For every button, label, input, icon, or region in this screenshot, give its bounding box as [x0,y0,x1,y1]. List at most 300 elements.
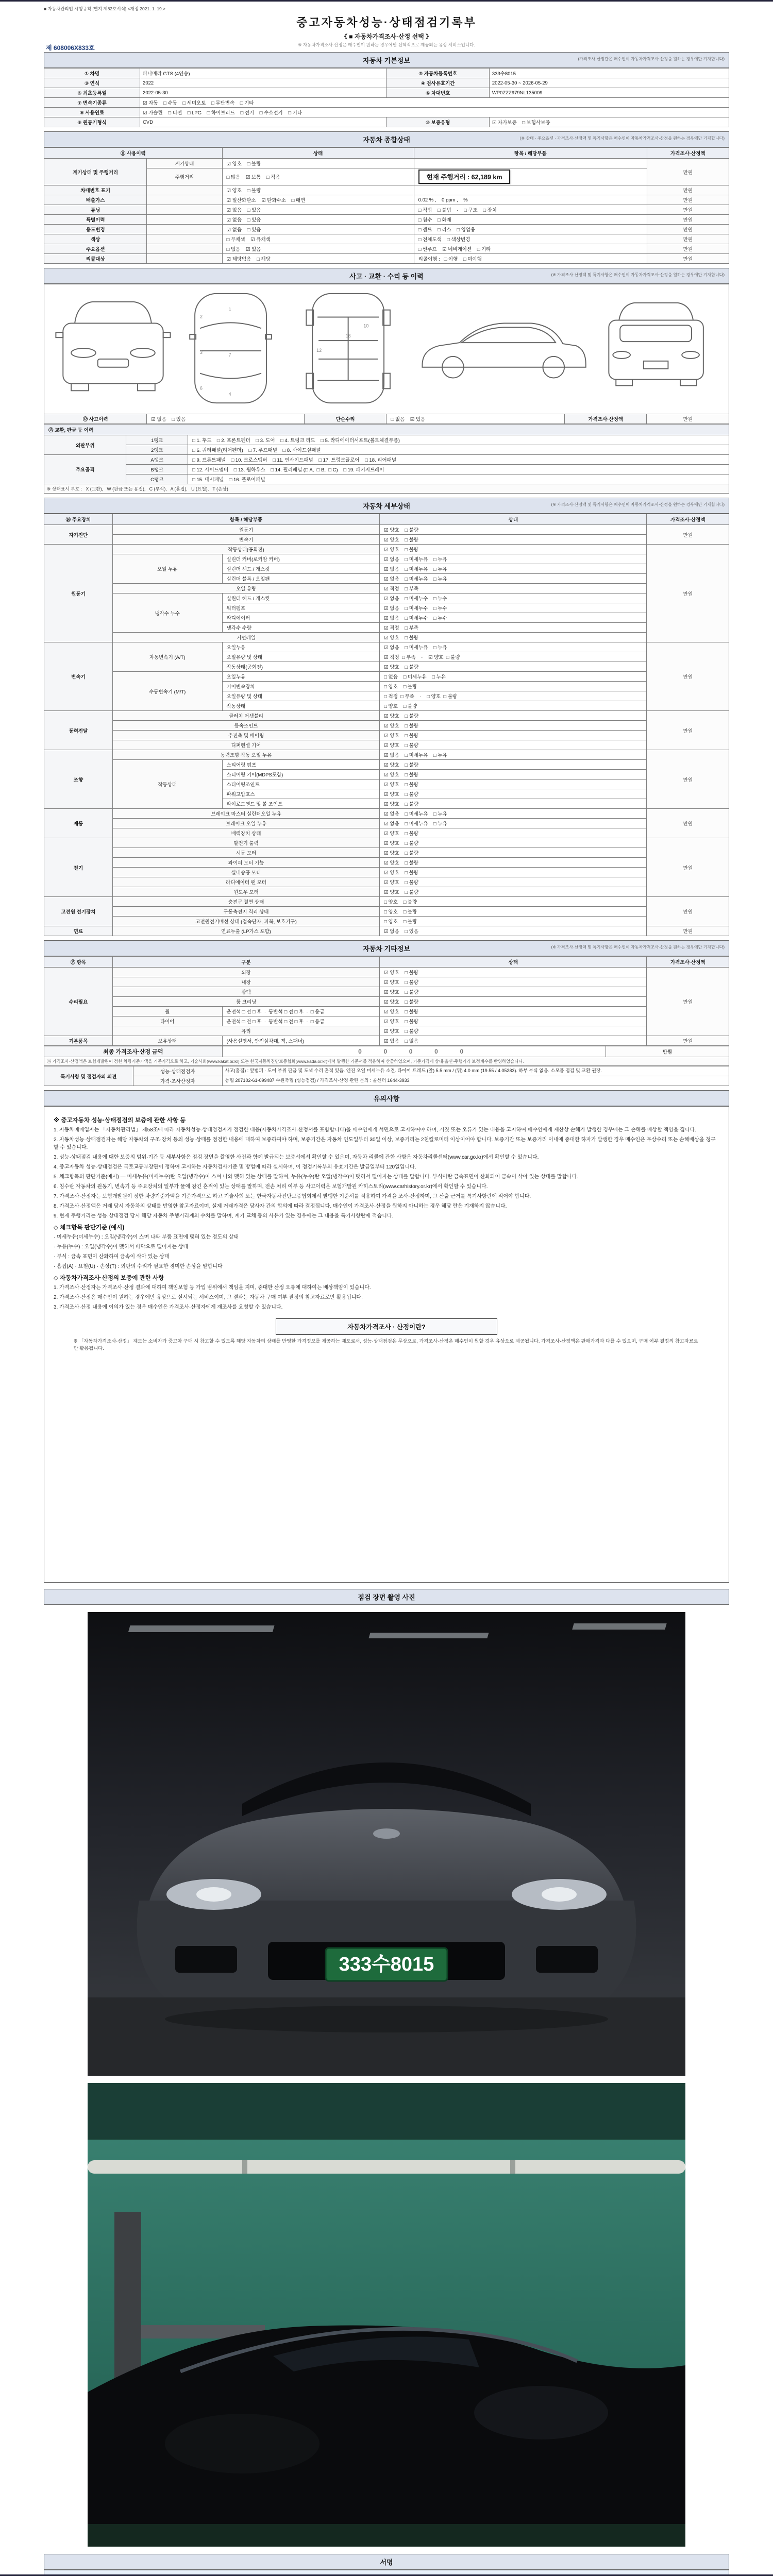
item-label: 배력장치 상태 [112,828,379,838]
engine-type-value: CVD [140,117,386,127]
notice-item: 2. 자동차성능·상태점검자는 해당 자동차의 구조·장치 등의 성능·상태를 점검한 내용에 대하여 보증하여야 하며, 보증기간은 자동차 인도일부터 30일 이상, 보증거리는 2천킬로미터 이상이어야 합니다. 보증기간 또는 보증거리 이내에 중대한 하자가 발생한 경우 매수인은 무상수리 또는 손해배상을 청구할 수 있습니다. [54,1137,716,1150]
item-state-checkboxes: ☑ 양호 □ 불량 [380,721,647,731]
item-label: 실내송풍 모터 [112,868,379,877]
price-appraisal-box-text: ※ 「자동차가격조사·산정」 제도는 소비자가 중고차 구매 시 참고할 수 있도록 해당 자동차의 상태를 반영한 가격정보를 제공하는 제도로서, 성능·상태점검은 무상으로, 가격조사·산정은 매수인이 원할 경우 유상으로 제공됩니다. 가격조사·산정액은 판매가격과 다를 수 있으며, 구매 여부 결정의 참고자료로만 활용됩니다. [73,1338,698,1351]
overall-price-unit: 만원 [647,234,729,244]
item-state-checkboxes: □ 양호 □ 불량 [380,682,647,691]
item-state-checkboxes: ☑ 양호 □ 불량 [380,789,647,799]
group-price-unit: 만원 [647,897,729,926]
overall-sub-label [147,234,222,244]
overall-row [44,234,729,244]
overall-extra: □ 렌트 □ 리스 □ 영업용 [414,225,647,234]
overall-row [44,159,729,168]
item-label: 변속기 [112,535,379,545]
basic-info-title-text: 자동차 기본정보 [363,57,410,64]
warranty-type-value: ☑ 자가보증 □ 보험사보증 [489,117,729,127]
overall-row [44,215,729,225]
overall-extra [414,159,647,168]
device-row [44,838,729,848]
overall-extra: □ 전체도색 □ 색상변경 [414,234,647,244]
overall-state-checkboxes: ☑ 없음 □ 있음 [222,225,414,234]
reg-no-value: 333수8015 [489,69,729,78]
device-group-label: 연료 [44,926,113,936]
device-row [44,828,729,838]
item-state-checkboxes: ☑ 양호 □ 불량 [380,848,647,858]
device-row [44,1026,729,1036]
inspector-label: 성능·상태점검자 [133,1066,222,1076]
svg-text:6: 6 [200,385,203,391]
device-group-label: 전기 [44,838,113,897]
item-label: 커먼레일 [112,633,379,642]
item-state-checkboxes: ☑ 적정 □ 부족 [380,623,647,633]
item-state-checkboxes: ☑ 양호 □ 불량 [380,887,647,897]
overall-sub-label: 계기상태 [147,159,222,168]
item-label: 외장 [112,968,379,977]
notice-item: 7. 가격조사·산정자는 보험개발원이 정한 차량기준가액을 기준가격으로 하고 기술사회 또는 한국자동차진단보증협회에서 발행한 기준서를 적용하여 가격을 조사·산정하며, 그 산출 근거를 특기사항란에 적어야 합니다. [54,1194,531,1199]
criteria-item: · 부식 : 금속 표면이 산화하여 금속이 삭아 있는 상태 [54,1254,170,1260]
accident-price-label: 가격조사·산정액 [565,414,647,424]
device-row [44,594,729,603]
device-row [44,731,729,740]
panel-row [44,455,729,465]
overall-state-checkboxes: □ 무채색 ☑ 유채색 [222,234,414,244]
item-state-checkboxes: ☑ 양호 □ 불량 [380,799,647,809]
accident-history-table [44,414,729,424]
overall-table [44,147,729,264]
item-state-checkboxes: ☑ 양호 □ 불량 [380,1016,647,1026]
item-label: 구동축전지 격리 상태 [112,907,379,917]
group-price-unit: 만원 [647,642,729,711]
etc-col-price: 가격조사·산정액 [647,957,729,968]
group-price-unit: 만원 [647,545,729,642]
item-state-checkboxes: ☑ 양호 □ 불량 [380,525,647,535]
table-header-row [44,148,729,159]
etc-info-table [44,956,729,1046]
item-label: 휠 [112,1007,222,1016]
overall-price-unit: 만원 [647,159,729,185]
car-diagram-bottom-numbers [316,323,368,353]
item-state-checkboxes: ☑ 없음 □ 미세누유 □ 누유 [380,819,647,828]
device-row [44,887,729,897]
notice-item: 3. 성능·상태점검 내용에 대한 보증의 범위·기간 등 세부사항은 점검 장면을 촬영한 사진과 함께 발급되는 보증서에서 확인할 수 있으며, 자동차 리콜에 관한 사항은 자동차리콜센터(www.car.go.kr)에서 확인할 수 있습니다. [54,1155,539,1160]
overall-state-checkboxes: ☑ 없음 □ 있음 [222,215,414,225]
notice-content [44,1106,729,1583]
item-state-checkboxes: ☑ 없음 □ 미세누유 □ 누유 [380,574,647,584]
transmission-label: ⑦ 변속기종류 [44,98,140,108]
subitem-label: 타이로드엔드 및 볼 조인트 [222,799,380,809]
panel-item-checkboxes: □ 1. 후드 □ 2. 프론트펜더 □ 3. 도어 □ 4. 트렁크 리드 □ 5. 라디에이터서포트(볼트체결부품) [188,435,729,445]
item-label: 브레이크 오일 누유 [112,819,379,828]
final-price-label: 최종 가격조사·산정 금액 [44,1046,223,1057]
overall-price-unit: 만원 [647,215,729,225]
detail-title-text: 자동차 세부상태 [363,502,410,510]
item-label: 내장 [112,977,379,987]
table-row [44,98,729,108]
device-row [44,968,729,977]
device-group-label: 수리필요 [44,968,113,1036]
overall-col-group: ⑪ 사용이력 [44,148,223,159]
device-row [44,819,729,828]
panel-row [44,474,729,484]
item-label: 윈도우 모터 [112,887,379,897]
inspection-photo-lift [88,2083,685,2547]
subitem-label: 오일누유 [222,642,380,652]
etc-col-group: ⑮ 항목 [44,957,113,968]
overall-price-unit: 만원 [647,244,729,254]
device-row [44,877,729,887]
detail-col-state: 상태 [380,514,647,525]
car-diagrams [46,287,727,410]
svg-text:1: 1 [228,307,231,312]
item-label: 작동상태 [112,760,222,809]
overall-col-item: 항목 / 해당부품 [414,148,647,159]
appraiser-opinion-text: 농협 207102-61-099487 수원축협 (성능점검) / 가격조사·산정 관련 문의 : 콜센터 1644-3933 [222,1076,729,1086]
svg-text:16: 16 [345,333,351,339]
item-state-checkboxes: ☑ 없음 □ 미세누유 □ 누유 [380,564,647,574]
item-state-checkboxes: □ 적정 □ 부족 · □ 양호 □ 불량 [380,691,647,701]
basic-info-note: (가격조사·산정란은 매수인이 자동차가격조사·산정을 원하는 경우에만 기재합니다) [578,57,725,61]
overall-price-unit: 만원 [647,185,729,195]
item-label: 클러치 어셈블리 [112,711,379,721]
car-diagram-rear [609,303,703,386]
item-label: 광택 [112,987,379,997]
item-label: 발전기 출력 [112,838,379,848]
etc-section-title [44,940,729,956]
item-state-checkboxes: ☑ 양호 □ 불량 [380,1026,647,1036]
vin-label: ⑥ 차대번호 [386,88,489,98]
svg-text:2: 2 [200,314,203,319]
table-header-row [44,957,729,968]
accident-title-text: 사고 · 교환 · 수리 등 이력 [349,273,424,280]
final-price-table [44,1046,729,1066]
overall-sub-label [147,205,222,215]
item-state-checkboxes: ☑ 양호 □ 불량 [380,977,647,987]
device-row [44,545,729,554]
overall-section-title [44,131,729,147]
item-state-checkboxes: ☑ 없음 □ 미세누수 □ 누수 [380,613,647,623]
overall-row [44,205,729,215]
etc-col-item: 구분 [112,957,379,968]
device-row [44,987,729,997]
table-row [44,69,729,78]
first-reg-value: 2022-05-30 [140,88,386,98]
overall-row [44,244,729,254]
device-row [44,1016,729,1026]
overall-sub-label [147,215,222,225]
item-label: 연료누출 (LP가스 포함) [112,926,379,936]
subitem-label: 실린더 커버(로커암 커버) [222,554,380,564]
item-label: 충전구 절연 상태 [112,897,379,907]
insurance-band [44,2570,729,2576]
detail-section-title [44,498,729,514]
item-label: 등속조인트 [112,721,379,731]
item-label: 동력조향 작동 오일 누유 [112,750,379,760]
warranty-item: 2. 가격조사·산정은 매수인이 원하는 경우에만 유상으로 실시되는 서비스이며, 그 결과는 자동차 구매 여부 결정의 참고자료로만 활용됩니다. [54,1295,363,1300]
device-row [44,1007,729,1016]
item-label: 유리 [112,1026,379,1036]
device-row [44,809,729,819]
overall-extra [414,185,647,195]
document-subtitle-note: ※ 자동차가격조사·산정은 매수인이 원하는 경우에만 선택적으로 제공되는 유상 서비스입니다. [298,42,475,47]
simple-repair-label: 단순수리 [305,414,386,424]
overall-sub-label [147,254,222,264]
pipe-joint [242,2160,247,2174]
notice-item: 8. 가격조사·산정액은 거래 당시 자동차의 상태를 반영한 참고자료이며, 실제 거래가격은 당사자 간의 합의에 따라 결정됩니다. 매수인이 가격조사·산정을 원하지 아니하는 경우 해당 란은 기재하지 않습니다. [54,1204,507,1209]
year-label: ③ 연식 [44,78,140,88]
subitem-label: 라디에이터 [222,613,380,623]
item-state-checkboxes: ☑ 양호 □ 불량 [380,858,647,868]
svg-text:10: 10 [363,323,369,329]
overall-col-price: 가격조사·산정액 [647,148,729,159]
reg-no-label: ② 자동차등록번호 [386,69,489,78]
overall-extra: 0.02 % , 0 ppm , % [414,195,647,205]
table-row [44,484,729,494]
form-reference-note: ■ 자동차관리법 시행규칙 [별지 제82호서식] <개정 2021. 1. 19.> [44,6,166,11]
item-label: 오일 유량 [112,584,379,594]
overall-note: (※ 상태 · 주요옵션 · 가격조사·산정액 및 특기사항은 매수인이 자동차가격조사·산정을 원하는 경우에만 기재합니다) [519,136,725,141]
notice-item: 1. 자동차매매업자는 「자동차관리법」 제58조에 따라 자동차성능·상태점검자가 점검한 내용(자동차가격조사·산정서를 포함합니다)을 매수인에게 서면으로 고지하여야 하며, 거짓 또는 오류가 있는 내용을 고지하여 매수인에게 재산상 손해가 발생한 경우에는 그 손해를 배상할 책임을 집니다. [54,1127,697,1133]
device-group-label: 기본품목 [44,1036,113,1046]
panel-legend: ※ 상태표시 부호 : X (교환), W (판금 또는 용접), C (부식), A (흠집), U (요철), T (손상) [44,484,729,494]
overall-group-label: 계기상태 및 주행거리 [44,159,147,185]
device-row [44,858,729,868]
subitem-label: 작동상태 [222,701,380,711]
device-group-label: 조향 [44,750,113,809]
detail-col-item: 항목 / 해당부품 [112,514,379,525]
subitem-label: 스티어링 펌프 [222,760,380,770]
inspection-label: ④ 검사유효기간 [386,78,489,88]
item-state-checkboxes: ☑ 양호 □ 불량 [380,535,647,545]
warranty-type-label: ⑩ 보증유형 [386,117,489,127]
panel-rank-label: B랭크 [126,465,188,474]
item-label: 자동변속기 (A/T) [112,642,222,672]
group-price-unit: 만원 [647,838,729,897]
device-row [44,721,729,731]
item-state-checkboxes: ☑ 없음 □ 미세누유 □ 누유 [380,642,647,652]
subitem-label: 파워고압호스 [222,789,380,799]
price-basis-note: ⑯ 가격조사·산정액은 보험개발원이 정한 차량기준가액을 기준가격으로 하고, 기술사회(www.kakat.or.kr) 또는 한국자동차진단보증협회(www.kada.or.kr)에서 발행한 기준서를 적용하여 산출하였으며, 기준가격에 상태·옵션·주행거리 보정계수를 반영하였습니다. [44,1057,729,1066]
overall-state-checkboxes: ☑ 일산화탄소 ☑ 탄화수소 □ 매연 [222,195,414,205]
overall-state-checkboxes: ☑ 양호 □ 불량 [222,159,414,168]
overall-group-label: 특별이력 [44,215,147,225]
car-diagram-side [422,323,585,378]
overall-group-label: 색상 [44,234,147,244]
overall-price-unit: 만원 [647,254,729,264]
item-state-checkboxes: ☑ 없음 □ 미세누유 □ 누유 [380,554,647,564]
wall-pipe [88,2160,685,2174]
detail-note: (※ 가격조사·산정액 및 특기사항은 매수인이 자동차가격조사·산정을 원하는 경우에만 기재합니다) [551,502,725,507]
subitem-label: 오일누유 [222,672,380,682]
device-row [44,554,729,564]
document-subtitle: 《 ■ 자동차가격조사·산정 선택 》 [341,33,432,40]
subitem-label: 작동상태(공회전) [222,662,380,672]
item-state-checkboxes: ☑ 양호 □ 불량 [380,987,647,997]
item-state-checkboxes: ☑ 양호 □ 불량 [380,779,647,789]
item-state-checkboxes: ☑ 있음 □ 없음 [380,1036,647,1046]
car-diagram-front [56,302,170,391]
item-state-checkboxes: ☑ 양호 □ 불량 [380,740,647,750]
overall-sub-label [147,225,222,234]
car-name-label: ① 차명 [44,69,140,78]
panel-row [44,465,729,474]
item-state-checkboxes: □ 양호 □ 불량 [380,701,647,711]
overall-group-label: 주요옵션 [44,244,147,254]
accident-price-unit: 만원 [647,414,729,424]
overall-price-unit: 만원 [647,205,729,215]
overall-state-checkboxes: ☑ 해당없음 □ 해당 [222,254,414,264]
device-row [44,917,729,926]
group-price-unit: 만원 [647,750,729,809]
subitem-label: 운전석 □ 전 □ 후 · 동반석 □ 전 □ 후 · □ 응급 [222,1007,380,1016]
criteria-item-list [54,1233,719,1270]
item-state-checkboxes: ☑ 양호 □ 불량 [380,828,647,838]
table-row [44,88,729,98]
item-state-checkboxes: ☑ 적정 □ 부족 · ☑ 양호 □ 불량 [380,652,647,662]
etc-title-text: 자동차 기타정보 [363,945,410,953]
overall-row [44,195,729,205]
subitem-label: 실린더 헤드 / 개스킷 [222,564,380,574]
item-label: 시동 모터 [112,848,379,858]
item-state-checkboxes: ☑ 없음 □ 미세누수 □ 누수 [380,594,647,603]
notice-section-title [44,1090,729,1106]
item-state-checkboxes: ☑ 양호 □ 불량 [380,545,647,554]
overall-sub-label [147,185,222,195]
overall-extra: 리콜이행 : □ 이행 □ 미이행 [414,254,647,264]
serial-number: 제 608006X833호 [46,44,95,52]
device-row [44,897,729,907]
panel-rank-label: 2랭크 [126,445,188,455]
criteria-item: · 흠집(A) · 요철(U) · 손상(T) : 외판의 수리가 필요한 경미한 손상을 말합니다 [54,1264,223,1269]
svg-text:4: 4 [228,392,231,397]
overall-state-checkboxes: □ 많음 ☑ 보통 □ 적음 [222,168,414,185]
device-group-label: 동력전달 [44,711,113,750]
subitem-label: 실린더 헤드 / 개스킷 [222,594,380,603]
detail-col-device: ⑭ 주요장치 [44,514,113,525]
item-label: 라디에이터 팬 모터 [112,877,379,887]
license-plate [326,1948,447,1981]
item-state-checkboxes: ☑ 양호 □ 불량 [380,633,647,642]
device-row [44,868,729,877]
svg-text:7: 7 [228,352,231,358]
item-state-checkboxes: ☑ 없음 □ 미세누수 □ 누수 [380,603,647,613]
engine-type-label: ⑨ 원동기형식 [44,117,140,127]
item-label: 디퍼렌셜 기어 [112,740,379,750]
device-row [44,907,729,917]
item-state-checkboxes: ☑ 없음 □ 미세누유 □ 누유 [380,809,647,819]
item-state-checkboxes: □ 양호 □ 불량 [380,907,647,917]
device-group-label: 제동 [44,809,113,838]
criteria-item: · 미세누유(미세누수) : 오일(냉각수)이 스며 나와 부품 표면에 맺혀 있는 정도의 상태 [54,1234,239,1240]
transmission-value: ☑ 자동 □ 수동 □ 세미오토 □ 무단변속 □ 기타 [140,98,729,108]
panel-rank-label: 1랭크 [126,435,188,445]
final-price-unit: 만원 [606,1046,729,1057]
device-row [44,750,729,760]
subitem-label: 운전석 □ 전 □ 후 · 동반석 □ 전 □ 후 · □ 응급 [222,1016,380,1026]
item-state-checkboxes: ☑ 양호 □ 불량 [380,877,647,887]
first-reg-label: ⑤ 최초등록일 [44,88,140,98]
panel-rank-label: C랭크 [126,474,188,484]
table-header-row [44,514,729,525]
panel-row [44,445,729,455]
group-price-unit: 만원 [647,711,729,750]
photo-title-text: 점검 장면 촬영 사진 [358,1594,415,1601]
notice-item: 9. 현재 주행거리는 성능·상태점검 당시 해당 자동차 주행거리계의 수치를 말하며, 계기 교체 등의 사유가 있는 경우에는 그 내용을 특기사항란에 적습니다. [54,1213,394,1219]
item-label: 원동기 [112,525,379,535]
device-group-label: 원동기 [44,545,113,642]
device-row [44,740,729,750]
subitem-label: 스티어링 기어(MDPS포함) [222,770,380,779]
pipe-joint [510,2160,515,2174]
panel-exchange-table [44,424,729,494]
item-label: 고전원전기배선 상태 (접속단자, 피복, 보호기구) [112,917,379,926]
device-row [44,1036,729,1046]
overall-price-unit: 만원 [647,195,729,205]
detail-col-price: 가격조사·산정액 [647,514,729,525]
table-header-row [44,425,729,435]
price-appraisal-box-title: 자동차가격조사 · 산정이란? [276,1318,497,1335]
subitem-label: 기어변속장치 [222,682,380,691]
overall-row [44,254,729,264]
device-group-label: 변속기 [44,642,113,711]
item-state-checkboxes: ☑ 양호 □ 불량 [380,731,647,740]
detail-status-table [44,514,729,936]
device-row [44,997,729,1007]
item-state-checkboxes: □ 양호 □ 불량 [380,897,647,907]
car-name-value: 파나메라 GTS (4인승) [140,69,386,78]
panel-part-label: 외판부위 [44,435,126,455]
signature-title-text: 서명 [380,2558,393,2566]
overall-extra: □ 썬루프 ☑ 네비게이션 □ 기타 [414,244,647,254]
group-price-unit: 만원 [647,926,729,936]
overall-state-checkboxes: ☑ 양호 □ 불량 [222,185,414,195]
overall-group-label: 튜닝 [44,205,147,215]
etc-note: (※ 가격조사·산정액 및 특기사항은 매수인이 자동차가격조사·산정을 원하는 경우에만 기재합니다) [551,945,725,950]
item-state-checkboxes: ☑ 없음 □ 미세누유 □ 누유 [380,750,647,760]
basic-info-section-title [44,52,729,68]
notice-item: 5. 체크항목의 판단기준(예시) — 미세누유(미세누수)란 오일(냉각수)이 스며 나와 맺혀 있는 상태를 말하며, 누유(누수)란 오일(냉각수)이 맺혀서 떨어지는 상태를 말합니다. 부식이란 금속표면이 산화되어 금속이 삭아 있는 상태를 말합니다. [54,1174,579,1180]
workshop-floor [88,2524,685,2547]
warranty-item: 1. 가격조사·산정자는 가격조사·산정 결과에 대하여 책임보험 등 가입 범위에서 책임을 지며, 중대한 산정 오류에 대하여는 배상책임이 있습니다. [54,1285,371,1291]
notice-heading-criteria: ◇ 체크항목 판단기준 (예시) [54,1225,125,1231]
final-price-amount: 0 0 0 0 0 [222,1046,606,1057]
item-state-checkboxes: ☑ 양호 □ 불량 [380,997,647,1007]
warranty-item: 3. 가격조사·산정 내용에 이의가 있는 경우 매수인은 가격조사·산정자에게 재조사를 요청할 수 있습니다. [54,1304,283,1310]
overall-sub-label [147,244,222,254]
group-price-unit: 만원 [647,525,729,545]
item-state-checkboxes: ☑ 양호 □ 불량 [380,711,647,721]
item-state-checkboxes: □ 없음 □ 미세누유 □ 누유 [380,672,647,682]
year-value: 2022 [140,78,386,88]
table-row [44,1057,729,1066]
notice-item: 4. 중고자동차 성능·상태점검은 국토교통부장관이 정하여 고시하는 자동차검사기준 및 방법에 따라 실시하며, 이 점검기록부의 유효기간은 발급일부터 120일입니다. [54,1164,416,1170]
inspection-photo-front [88,1612,685,2076]
item-state-checkboxes: ☑ 적정 □ 부족 [380,584,647,594]
overall-extra [414,168,647,185]
vin-value: WP0ZZZ979NL135009 [489,88,729,98]
item-label: 보유상태 [112,1036,222,1046]
basic-info-table [44,68,729,127]
item-state-checkboxes: ☑ 양호 □ 불량 [380,1007,647,1016]
table-row [44,1066,729,1076]
svg-text:12: 12 [316,347,322,353]
subitem-label: 워터펌프 [222,603,380,613]
device-group-label: 자기진단 [44,525,113,545]
subitem-label: (사용설명서, 안전삼각대, 잭, 스패너) [222,1036,380,1046]
device-row [44,760,729,770]
overall-state-checkboxes: □ 없음 ☑ 있음 [222,244,414,254]
overall-group-label: 차대번호 표기 [44,185,147,195]
item-state-checkboxes: ☑ 없음 □ 있음 [380,926,647,936]
